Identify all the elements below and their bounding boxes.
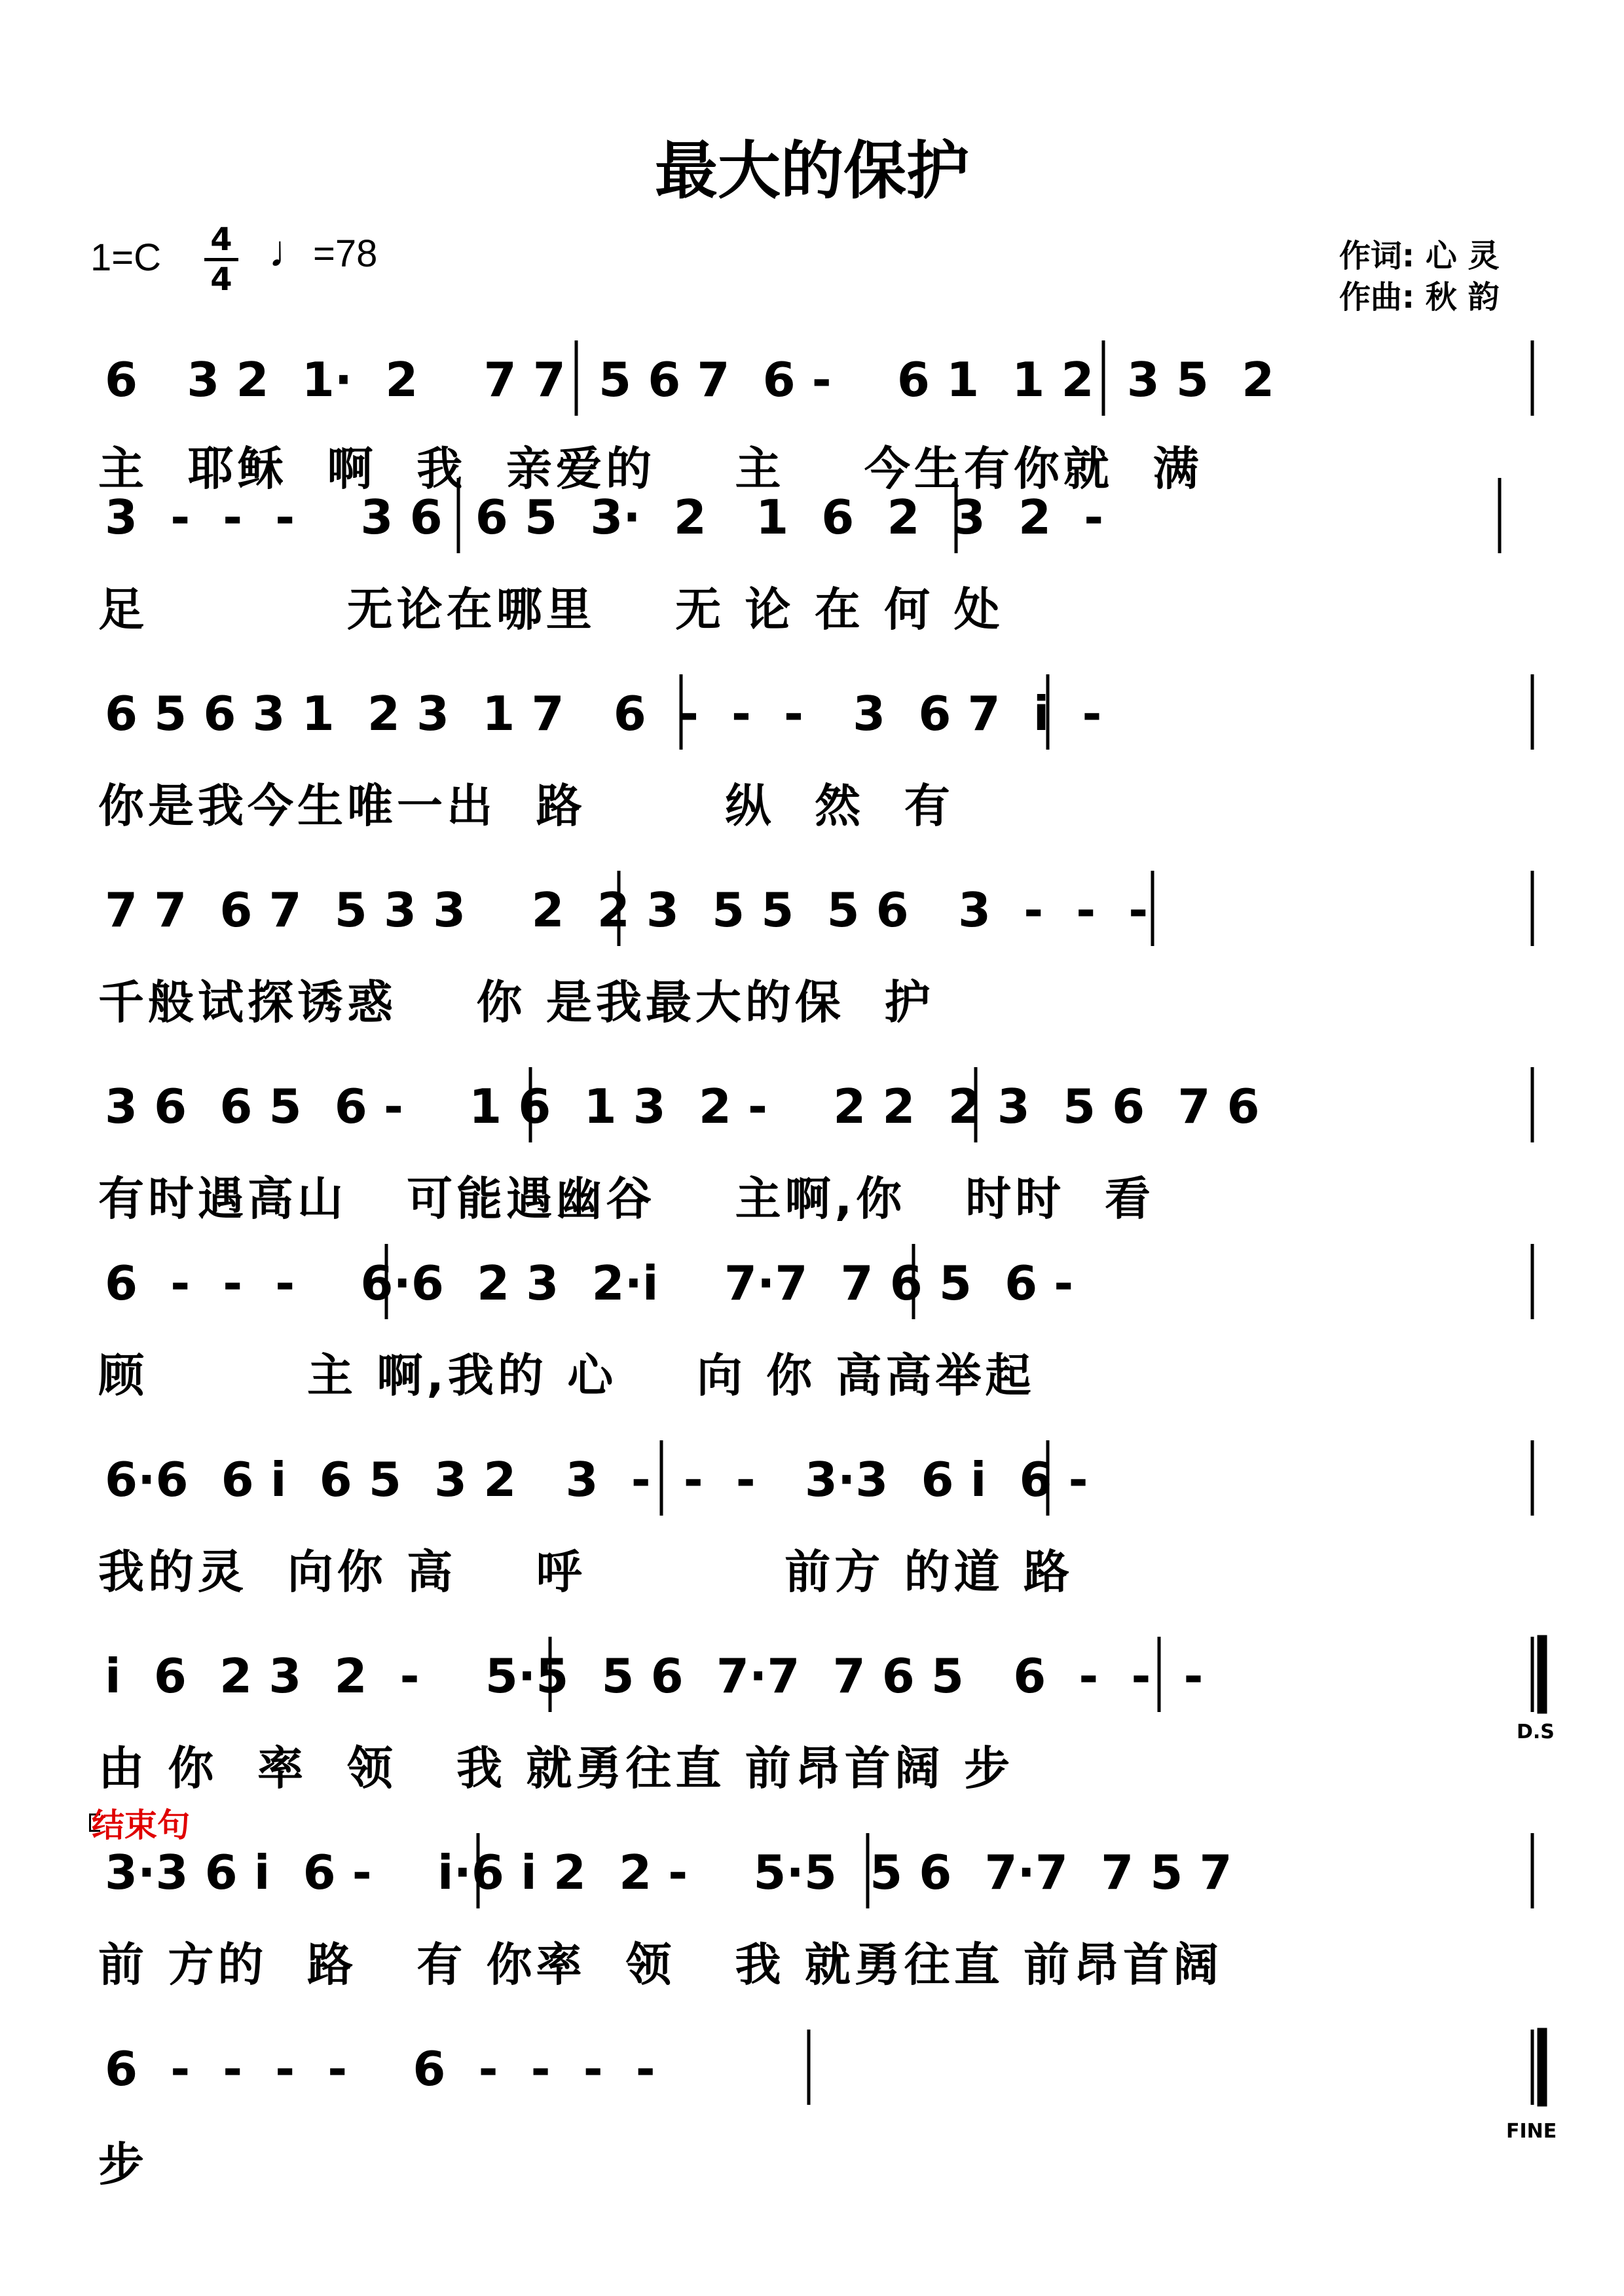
notation-line: i 6 2 3 2 - 5·5 5 6 7·7 7 6 5 6 - - - xyxy=(105,1649,1253,1704)
song-title: 最大的保护 xyxy=(655,134,969,208)
lyrics-line: 步 xyxy=(98,2138,148,2191)
double-bar-line xyxy=(1539,1637,1545,1712)
lyrics-line: 足 无论在哪里 无 论 在 何 处 xyxy=(98,583,1004,636)
notation-line: 3 - - - 3 6 6 5 3· 2 1 6 2 3 2 - xyxy=(105,490,1137,545)
ending-label: 结束句 xyxy=(92,1806,190,1844)
fine-mark: FINE xyxy=(1506,2120,1557,2143)
notation-line: 6·6 6 i 6 5 3 2 3 - - - 3·3 6 i 6 - xyxy=(105,1452,1121,1507)
notation-line: 3·3 6 i 6 - i·6 i 2 2 - 5·5 5 6 7·7 7 5 7 xyxy=(105,1845,1265,1900)
lyrics-line: 主 耶稣 啊 我 亲爱的 主 今生有你就 满 xyxy=(98,442,1203,496)
lyrics-line: 有时遇高山 可能遇幽谷 主啊,你 时时 看 xyxy=(98,1172,1155,1226)
double-bar-line xyxy=(1539,2030,1545,2105)
lyricist-credit: 作词: 心 灵 xyxy=(1339,238,1500,274)
lyrics-line: 由 你 率 领 我 就勇往直 前昂首阔 步 xyxy=(98,1741,1014,1795)
notation-line: 6 5 6 3 1 2 3 1 7 6 - - - 3 6 7 i - xyxy=(105,686,1135,741)
lyrics-line: 你是我今生唯一出 路 纵 然 有 xyxy=(98,779,954,833)
key-signature: 1=C xyxy=(90,236,162,279)
notation-line: 6 - - - 6·6 2 3 2·i 7·7 7 6 5 6 - xyxy=(105,1256,1107,1311)
ds-mark: D.S xyxy=(1517,1721,1555,1743)
quarter-note-icon: ♩ xyxy=(268,227,313,276)
time-signature-bottom: 4 xyxy=(210,261,232,298)
composer-credit: 作曲: 秋 韵 xyxy=(1339,279,1500,316)
notation-line: 3 6 6 5 6 - 1 6 1 3 2 - 2 2 2 3 5 6 7 6 xyxy=(105,1079,1293,1134)
lyrics-line: 前 方的 路 有 你率 领 我 就勇往直 前昂首阔 xyxy=(98,1938,1223,1992)
notation-line: 6 3 2 1· 2 7 7 5 6 7 6 - 6 1 1 2 3 5 2 xyxy=(105,352,1308,407)
lyrics-line: 顾 主 啊,我的 心 向 你 高高举起 xyxy=(98,1349,1035,1402)
notation-line: 6 - - - - 6 - - - - xyxy=(105,2041,705,2096)
lyrics-line: 千般试探诱惑 你 是我最大的保 护 xyxy=(98,975,934,1029)
notation-line: 7 7 6 7 5 3 3 2 2 3 5 5 5 6 3 - - - xyxy=(105,883,1181,938)
time-signature-top: 4 xyxy=(210,221,232,258)
tempo-value: =78 xyxy=(313,232,378,275)
lyrics-line: 我的灵 向你 高 呼 前方 的道 路 xyxy=(98,1545,1074,1599)
